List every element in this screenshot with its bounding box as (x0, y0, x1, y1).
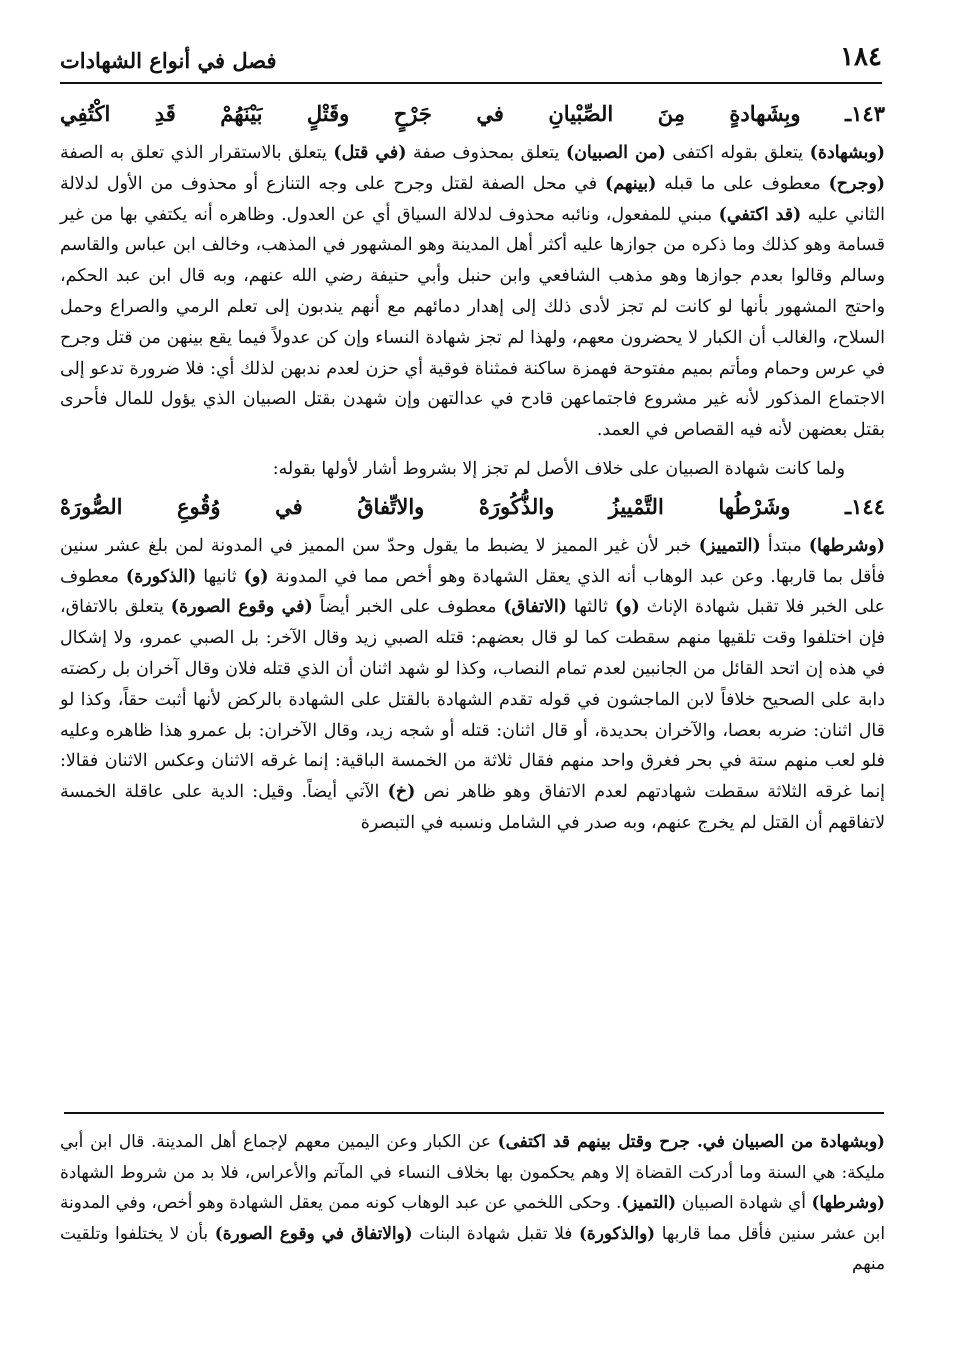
verse-143: ١٤٣ـ وبِشَهادةٍ مِنَ الصِّبْيانِ في جَرْحٍ وقَتْلٍ بَيْنَهُمْ قَدِ اكْتُفِي (60, 101, 885, 126)
text-run: فلا تقبل شهادة البنات (412, 1222, 579, 1243)
keyword: (من الصبيان) (565, 143, 666, 163)
keyword: (بينهم) (604, 173, 657, 194)
keyword: (وشرطها) (808, 535, 885, 556)
footnote-divider (64, 1112, 884, 1114)
text-run: معطوف على الخبر فلا تقبل شهادة الإناث (60, 566, 885, 618)
keyword: (وبشهادة) (809, 143, 885, 163)
keyword: (و) (243, 566, 269, 587)
text-run: عن الكبار وعن اليمين معهم لإجماع أهل المدينة. قال ابن أبي مليكة: هي السنة وما أدركت القضاة إلا وهم يحكمون بها بخلاف النساء في المآتم والأعراس، فلا بد من شروط الشهادة (60, 1131, 885, 1182)
keyword: (والاتفاق في وقوع الصورة) (214, 1222, 413, 1243)
keyword: (في قتل) (333, 143, 407, 163)
transition-paragraph: ولما كانت شهادة الصبيان على خلاف الأصل لم تجز إلا بشروط أشار لأولها بقوله: (272, 458, 845, 479)
keyword: (قد اكتفي) (718, 204, 802, 225)
footnote (60, 1126, 885, 1279)
text-run: الآتي أيضاً. وقيل: الدية على عاقلة الخمسة لاتفاقهم أن القتل لم يخرج عنهم، وبه صدر في الشامل ونسبه في التبصرة (60, 782, 885, 833)
keyword: (خ) (387, 782, 416, 803)
text-run: معطوف على الخبر أيضاً (312, 597, 504, 618)
text-run: ثانيها (196, 566, 244, 587)
keyword: (و) (614, 597, 640, 618)
commentary-paragraph-143 (60, 138, 885, 446)
footnote-paragraph (60, 1126, 885, 1279)
text-run: مبني للمفعول، ونائبه محذوف لدلالة السياق أي عن العدول. وظاهره أنه يكتفي بها من غير قسامة وهو كذلك وما ذكره من جوازها عليه أكثر أهل المدينة وهو المشهور في المذهب، وخالف ابن عباس والقاسم وسالم وقالوا بعدم جوازها وهو مذهب الشافعي وابن حنبل وأبي حنيفة رضي الله عنهم، وبه قال ابن عبد الحكم، واحتج المشهور بأنها لو كانت لم تجز لأدى ذلك إلى إهدار دمائهم مع أنهم يندبون إلى تعلم الرمي والصراع وحمل السلاح، والغالب أن الكبار لا يحضرون معهم، ولهذا لم تجز شهادة النساء وإن كن عدولاً فيما يقع بينهن من قتل وجرح في عرس وحمام ومأتم بميم مفتوحة فهمزة ساكنة فمثناة فوقية أي حزن لعدم ندبهن لذلك أي: فلا ضرورة تدعو إلى الاجتماع المذكور لأنه غير مشروع فاجتماعهن قادح في عدالتهن وإن شهدن بقتل الصبيان الذي يؤول للمال فأحرى بقتل بعضهن لأنه فيه القصاص في العمد. (60, 204, 885, 441)
text-run: مبتدأ (760, 535, 809, 556)
text-run: يتعلق بالاتفاق، فإن اختلفوا وقت تلقيها منهم سقطت كما لو قال بعضهم: قتله الصبي زيد وقال الآخر: بل الصبي عمرو، ولا إشكال في هذه إن اتحد القائل من الجانبين لعدم تمام النصاب، وكذا لو شهد اثنان أن الذي قتله فلان وقال آخران بل ركضته دابة على الصحيح خلافاً لابن الماجشون في قوله تقدم الشهادة بالقتل على الشهادة بالركض لأنها أثبت حقاً، وكذا لو قال اثنان: ضربه بعصا، والآخران بحديدة، أو قال اثنان: قتله أو شجه زيد، وقال الآخران: بل عمرو هذا ظاهره وعليه فلو لعب منهم ستة في بحر فغرق واحد منهم فقال ثلاثة من الخمسة الباقية: إنما غرقه الاثنان وعكس الاثنان فقالا: إنما غرقه الثلاثة سقطت شهادتهم لعدم الاتفاق وهو ظاهر نص (60, 597, 885, 803)
keyword: (وشرطها) (811, 1192, 885, 1212)
verse-144: ١٤٤ـ وشَرْطُها التَّمْييزُ والذُّكُورَهْ والاتِّفاقُ في وُقُوعِ الصُّورَهْ (60, 493, 885, 519)
text-run: ثالثها (566, 597, 615, 618)
keyword: (وجرح) (828, 173, 885, 194)
text-run: معطوف على ما قبله (656, 173, 829, 194)
text-run: خبر لأن غير المميز لا يضبط ما يقول وحدّ سن المميز في المدونة لمن بلغ عشر سنين فأقل بما قاربها. وعن عبد الوهاب أنه الذي يعقل الشهادة وهو أخص مما في المدونة (60, 535, 885, 587)
commentary-paragraph-144 (60, 531, 885, 839)
keyword: (وبشهادة من الصبيان في. جرح وقتل بينهم قد اكتفى) (497, 1131, 885, 1151)
text-run: في محل الصفة لقتل وجرح على وجه التنازع أو محذوف من الأول لدلالة الثاني عليه (60, 173, 886, 225)
text-run: يتعلق بمحذوف صفة (406, 143, 566, 163)
main-text (60, 92, 885, 839)
keyword: (الاتفاق) (503, 597, 567, 618)
page-number: ١٨٤ (840, 42, 882, 72)
running-title: فصل في أنواع الشهادات (60, 48, 277, 73)
keyword: (التمييز) (698, 535, 761, 556)
keyword: (والذكورة) (578, 1222, 656, 1243)
text-run: يتعلق بالاستقرار الذي تعلق به الصفة (60, 143, 334, 163)
keyword: (الذكورة) (125, 566, 197, 587)
text-run: أي شهادة الصبيان (676, 1192, 812, 1212)
text-run: يتعلق بقوله اكتفى (665, 143, 810, 163)
keyword: (في وقوع الصورة) (170, 597, 313, 618)
page-header (60, 40, 882, 84)
keyword: (التميز) (621, 1192, 677, 1212)
text-run: بأن لا يختلفوا وتلقيت منهم (60, 1222, 885, 1273)
text-run: . وحكى اللخمي عن عبد الوهاب كونه ممن يعقل الشهادة وهو أخص، وفي المدونة ابن عشر سنين فأقل مما قاربها (60, 1192, 885, 1243)
